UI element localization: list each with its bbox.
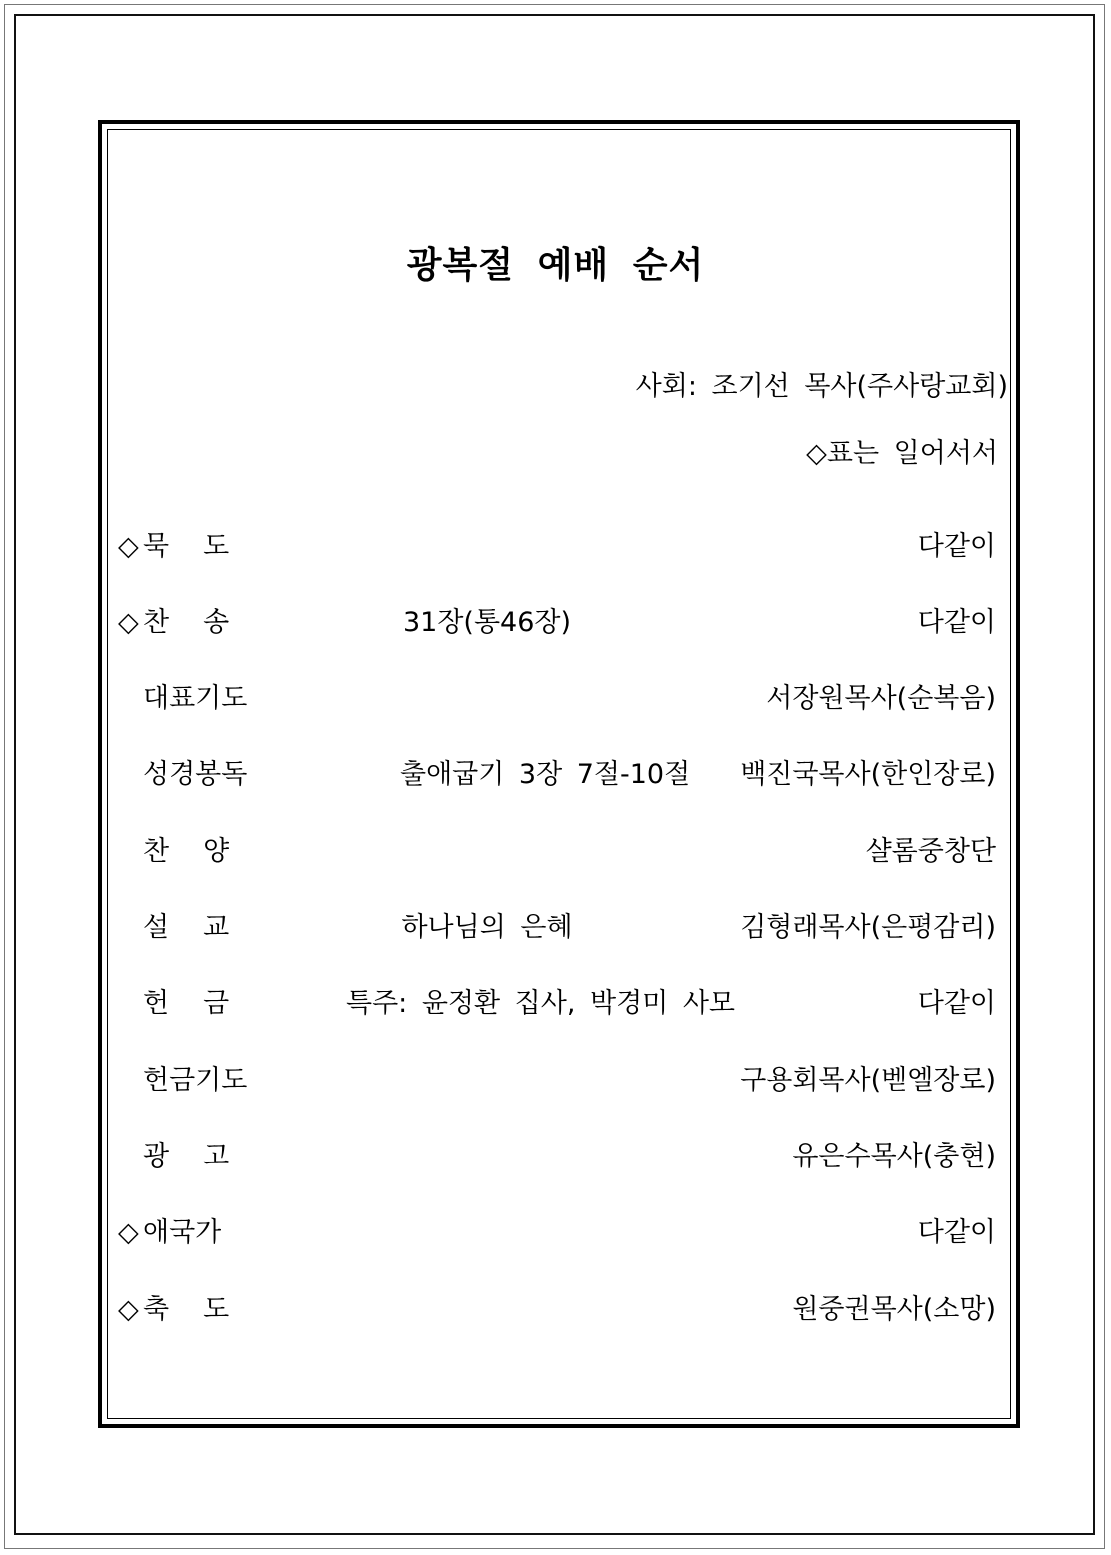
presider-line: 사회: 조기선 목사(주사랑교회) bbox=[635, 371, 1008, 402]
order-row-national-anthem bbox=[118, 1210, 996, 1250]
order-item-name bbox=[118, 829, 263, 868]
order-item-leader: 다같이 bbox=[917, 531, 996, 562]
order-item-name bbox=[118, 676, 247, 715]
order-item-detail: 출애굽기 3장 7절-10절 bbox=[400, 759, 691, 790]
order-item-label: 설교 bbox=[143, 912, 264, 943]
order-item-leader: 구용회목사(벧엘장로) bbox=[740, 1065, 996, 1096]
order-row-silent-prayer bbox=[118, 524, 996, 564]
order-item-name bbox=[118, 1210, 221, 1249]
order-item-label: 헌금 bbox=[143, 988, 264, 1019]
order-item-name bbox=[118, 1058, 247, 1097]
order-row-sermon bbox=[118, 905, 996, 945]
order-row-hymn bbox=[118, 600, 996, 640]
program-title: 광복절 예배 순서 bbox=[406, 245, 705, 286]
standing-mark: ◇ bbox=[118, 1294, 139, 1325]
order-item-label: 찬양 bbox=[143, 836, 264, 867]
standing-mark: ◇ bbox=[118, 531, 139, 562]
order-item-label: 대표기도 bbox=[143, 683, 248, 714]
order-item-leader: 다같이 bbox=[917, 988, 996, 1019]
order-row-scripture-reading bbox=[118, 752, 996, 792]
order-item-label: 광고 bbox=[143, 1141, 264, 1172]
order-row-announcements bbox=[118, 1134, 996, 1174]
order-row-offering bbox=[118, 981, 996, 1021]
order-row-benediction bbox=[118, 1287, 996, 1327]
order-item-label: 애국가 bbox=[143, 1217, 222, 1248]
order-item-detail: 특주: 윤정환 집사, 박경미 사모 bbox=[346, 988, 735, 1019]
order-item-leader: 다같이 bbox=[917, 607, 996, 638]
order-item-label: 헌금기도 bbox=[143, 1065, 248, 1096]
order-row-offering-prayer bbox=[118, 1058, 996, 1098]
order-item-detail: 하나님의 은혜 bbox=[401, 912, 573, 943]
order-item-name bbox=[118, 752, 247, 791]
order-item-name bbox=[118, 981, 263, 1020]
standing-note: ◇표는 일어서서 bbox=[806, 438, 998, 469]
order-item-leader: 유은수목사(충현) bbox=[792, 1141, 996, 1172]
order-item-label: 성경봉독 bbox=[143, 759, 248, 790]
order-row-praise bbox=[118, 829, 996, 869]
order-row-representative-prayer bbox=[118, 676, 996, 716]
standing-mark: ◇ bbox=[118, 607, 139, 638]
order-item-detail: 31장(통46장) bbox=[402, 607, 572, 638]
order-item-name bbox=[118, 1134, 263, 1173]
order-item-name bbox=[118, 1287, 263, 1326]
order-item-leader: 다같이 bbox=[917, 1217, 996, 1248]
order-item-leader: 샬롬중창단 bbox=[865, 836, 996, 867]
order-item-name bbox=[118, 524, 263, 563]
order-item-label: 찬송 bbox=[143, 607, 264, 638]
order-item-label: 축도 bbox=[143, 1294, 264, 1325]
order-item-leader: 김형래목사(은평감리) bbox=[740, 912, 996, 943]
order-item-leader: 원중권목사(소망) bbox=[792, 1294, 996, 1325]
standing-mark: ◇ bbox=[118, 1217, 139, 1248]
order-item-label: 묵도 bbox=[143, 531, 264, 562]
order-item-leader: 서장원목사(순복음) bbox=[766, 683, 996, 714]
order-item-leader: 백진국목사(한인장로) bbox=[740, 759, 996, 790]
